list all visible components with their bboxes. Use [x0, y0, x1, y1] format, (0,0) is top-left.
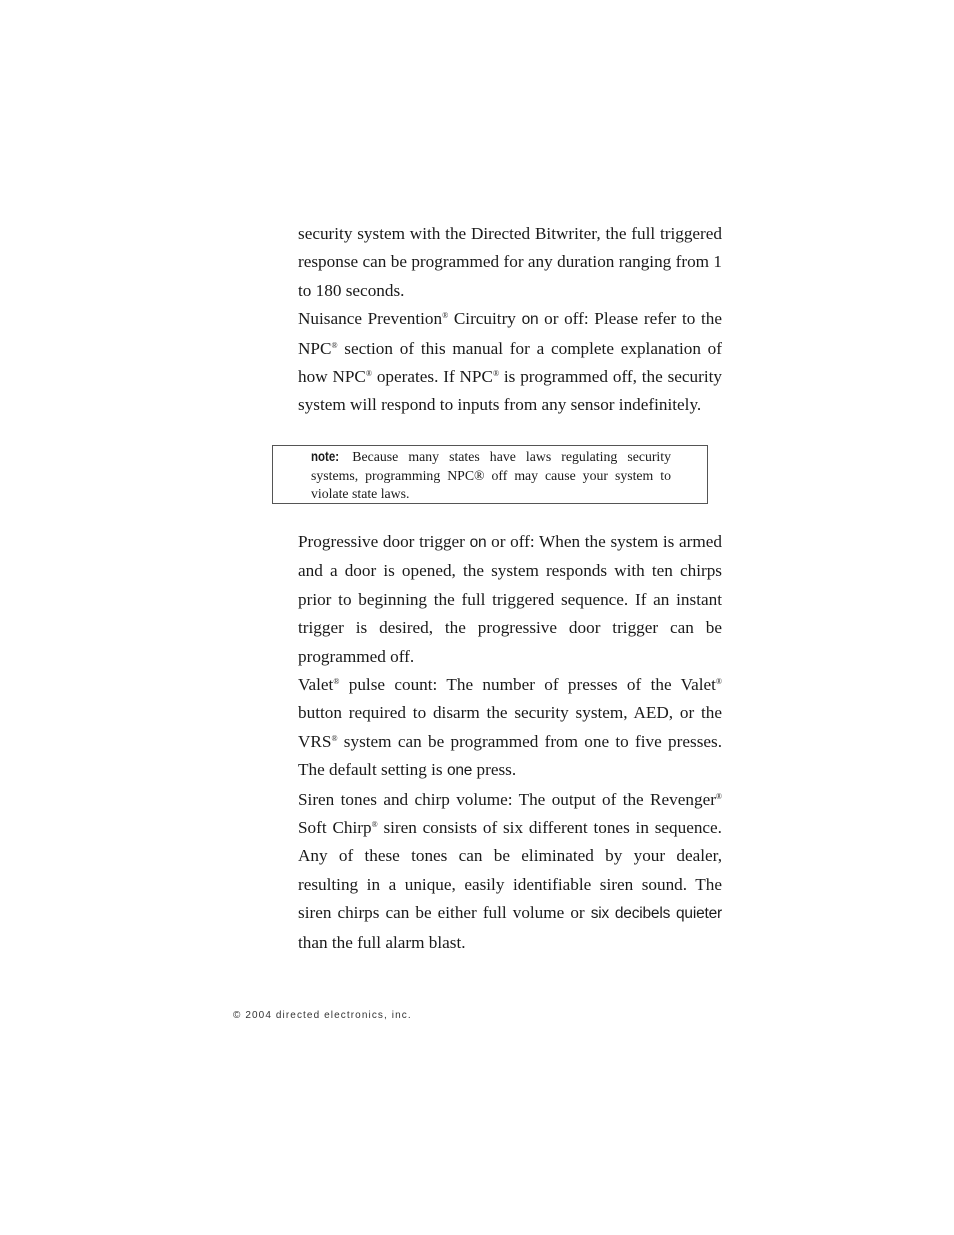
paragraph-triggered-response: security system with the Directed Bitwriter, the full triggered response can be programmed for any duration ranging from 1 to 180 seconds.	[298, 224, 722, 300]
note-label: note:	[311, 448, 340, 464]
main-column-top	[298, 220, 722, 420]
paragraph-progressive-door-trigger: Progressive door trigger on or off: When the system is armed and a door is opened, the system responds with ten chirps prior to beginning the full triggered sequence. If an instant trigger is desired, the progressive door trigger can be programmed off.	[298, 532, 722, 666]
note-text: note: Because many states have laws regulating security systems, programming NPC® off may cause your system to violate state laws.	[311, 448, 671, 502]
note-box	[272, 445, 708, 504]
paragraph-valet-pulse-count: Valet® pulse count: The number of presses of the Valet® button required to disarm the security system, AED, or the VRS® system can be programmed from one to five presses. The default setting is one press.	[298, 675, 722, 780]
default-one-setting: one	[446, 762, 473, 780]
default-six-decibels-setting: six decibels quieter	[590, 905, 722, 923]
default-on-setting: on	[469, 534, 487, 551]
default-on-setting: on	[521, 311, 539, 329]
copyright-footer: © 2004 directed electronics, inc.	[233, 1010, 412, 1021]
paragraph-siren-tones: Siren tones and chirp volume: The output of the Revenger® Soft Chirp® siren consists of six different tones in sequence. Any of these tones can be eliminated by your dealer, resulting in a unique, easily identifiable siren sound. The siren chirps can be either full volume or six decibels quieter than the full alarm blast.	[298, 789, 722, 952]
paragraph-npc: Nuisance Prevention® Circuitry on or off: Please refer to the NPC® section of this manual for a complete explanation of how NPC® operates. If NPC® is programmed off, the security system will respond to inputs from any sensor indefinitely.	[298, 309, 722, 415]
main-column-bottom	[298, 528, 722, 957]
